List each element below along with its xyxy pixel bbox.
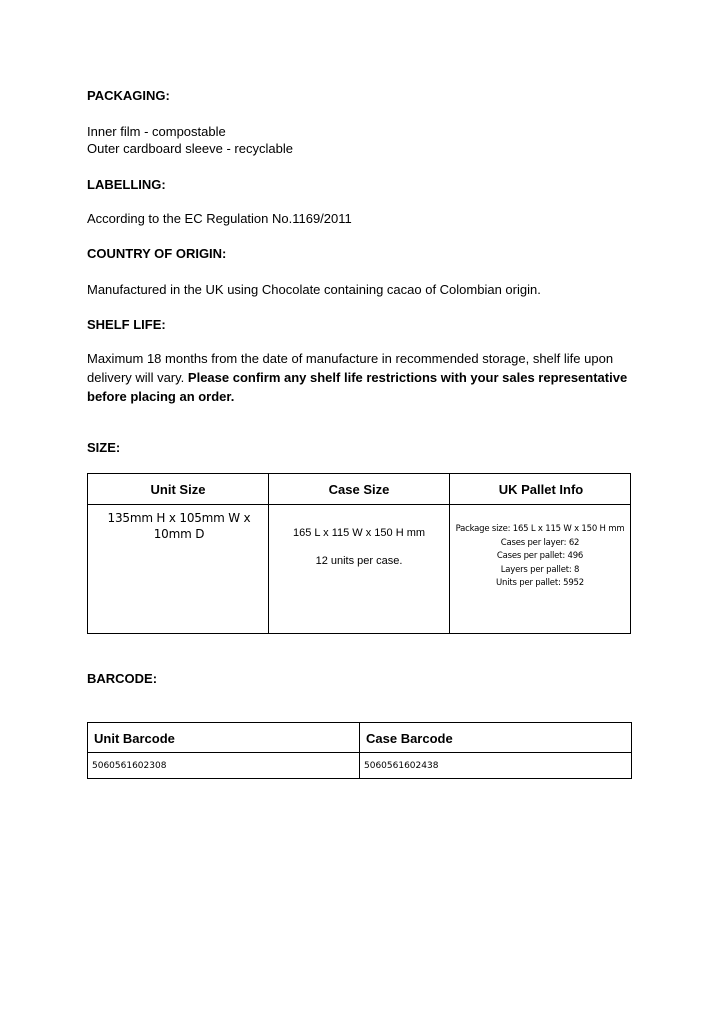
size-heading: SIZE: bbox=[87, 440, 121, 455]
labelling-heading: LABELLING: bbox=[87, 177, 166, 192]
barcode-heading: BARCODE: bbox=[87, 671, 158, 686]
origin-text: Manufactured in the UK using Chocolate containing cacao of Colombian origin. bbox=[87, 282, 541, 297]
table-divider bbox=[88, 752, 631, 753]
packaging-heading: PACKAGING: bbox=[87, 88, 170, 103]
shelf-life-text: Maximum 18 months from the date of manufacture in recommended storage, shelf life upon delivery will vary. bbox=[87, 351, 614, 385]
packaging-line-1: Inner film - compostable bbox=[87, 124, 226, 139]
case-size-cell bbox=[270, 526, 448, 568]
header-unit-size: Unit Size bbox=[150, 482, 206, 497]
case-barcode-value: 5060561602438 bbox=[364, 761, 439, 771]
header-pallet-info: UK Pallet Info bbox=[498, 482, 584, 497]
unit-barcode-value: 5060561602308 bbox=[92, 761, 167, 771]
shelf-life-heading: SHELF LIFE: bbox=[87, 317, 166, 332]
shelf-life-paragraph bbox=[87, 349, 632, 406]
barcode-table bbox=[87, 722, 632, 779]
size-table bbox=[87, 473, 631, 634]
pallet-cases-per-layer: Cases per layer: 62 bbox=[500, 537, 580, 548]
pallet-info-cell bbox=[450, 523, 630, 591]
table-divider bbox=[88, 504, 630, 505]
header-case-size: Case Size bbox=[328, 482, 390, 497]
pallet-cases-per-pallet: Cases per pallet: 496 bbox=[496, 551, 584, 561]
pallet-layers-per-pallet: Layers per pallet: 8 bbox=[500, 564, 580, 575]
table-divider bbox=[268, 474, 269, 633]
case-size-units: 12 units per case. bbox=[315, 555, 403, 567]
header-unit-barcode: Unit Barcode bbox=[94, 731, 175, 746]
table-divider bbox=[359, 723, 360, 778]
case-size-dimensions: 165 L x 115 W x 150 H mm bbox=[292, 527, 426, 539]
shelf-life-bold-text: Please confirm any shelf life restrictions with your sales representative before placing an order. bbox=[87, 370, 628, 404]
pallet-units-per-pallet: Units per pallet: 5952 bbox=[496, 578, 584, 588]
pallet-package-size: Package size: 165 L x 115 W x 150 H mm bbox=[455, 524, 625, 534]
packaging-line-2: Outer cardboard sleeve - recyclable bbox=[87, 141, 293, 156]
origin-heading: COUNTRY OF ORIGIN: bbox=[87, 246, 227, 261]
header-case-barcode: Case Barcode bbox=[366, 731, 453, 746]
unit-size-cell: 135mm H x 105mm W x 10mm D bbox=[107, 511, 251, 541]
labelling-text: According to the EC Regulation No.1169/2011 bbox=[87, 211, 352, 226]
